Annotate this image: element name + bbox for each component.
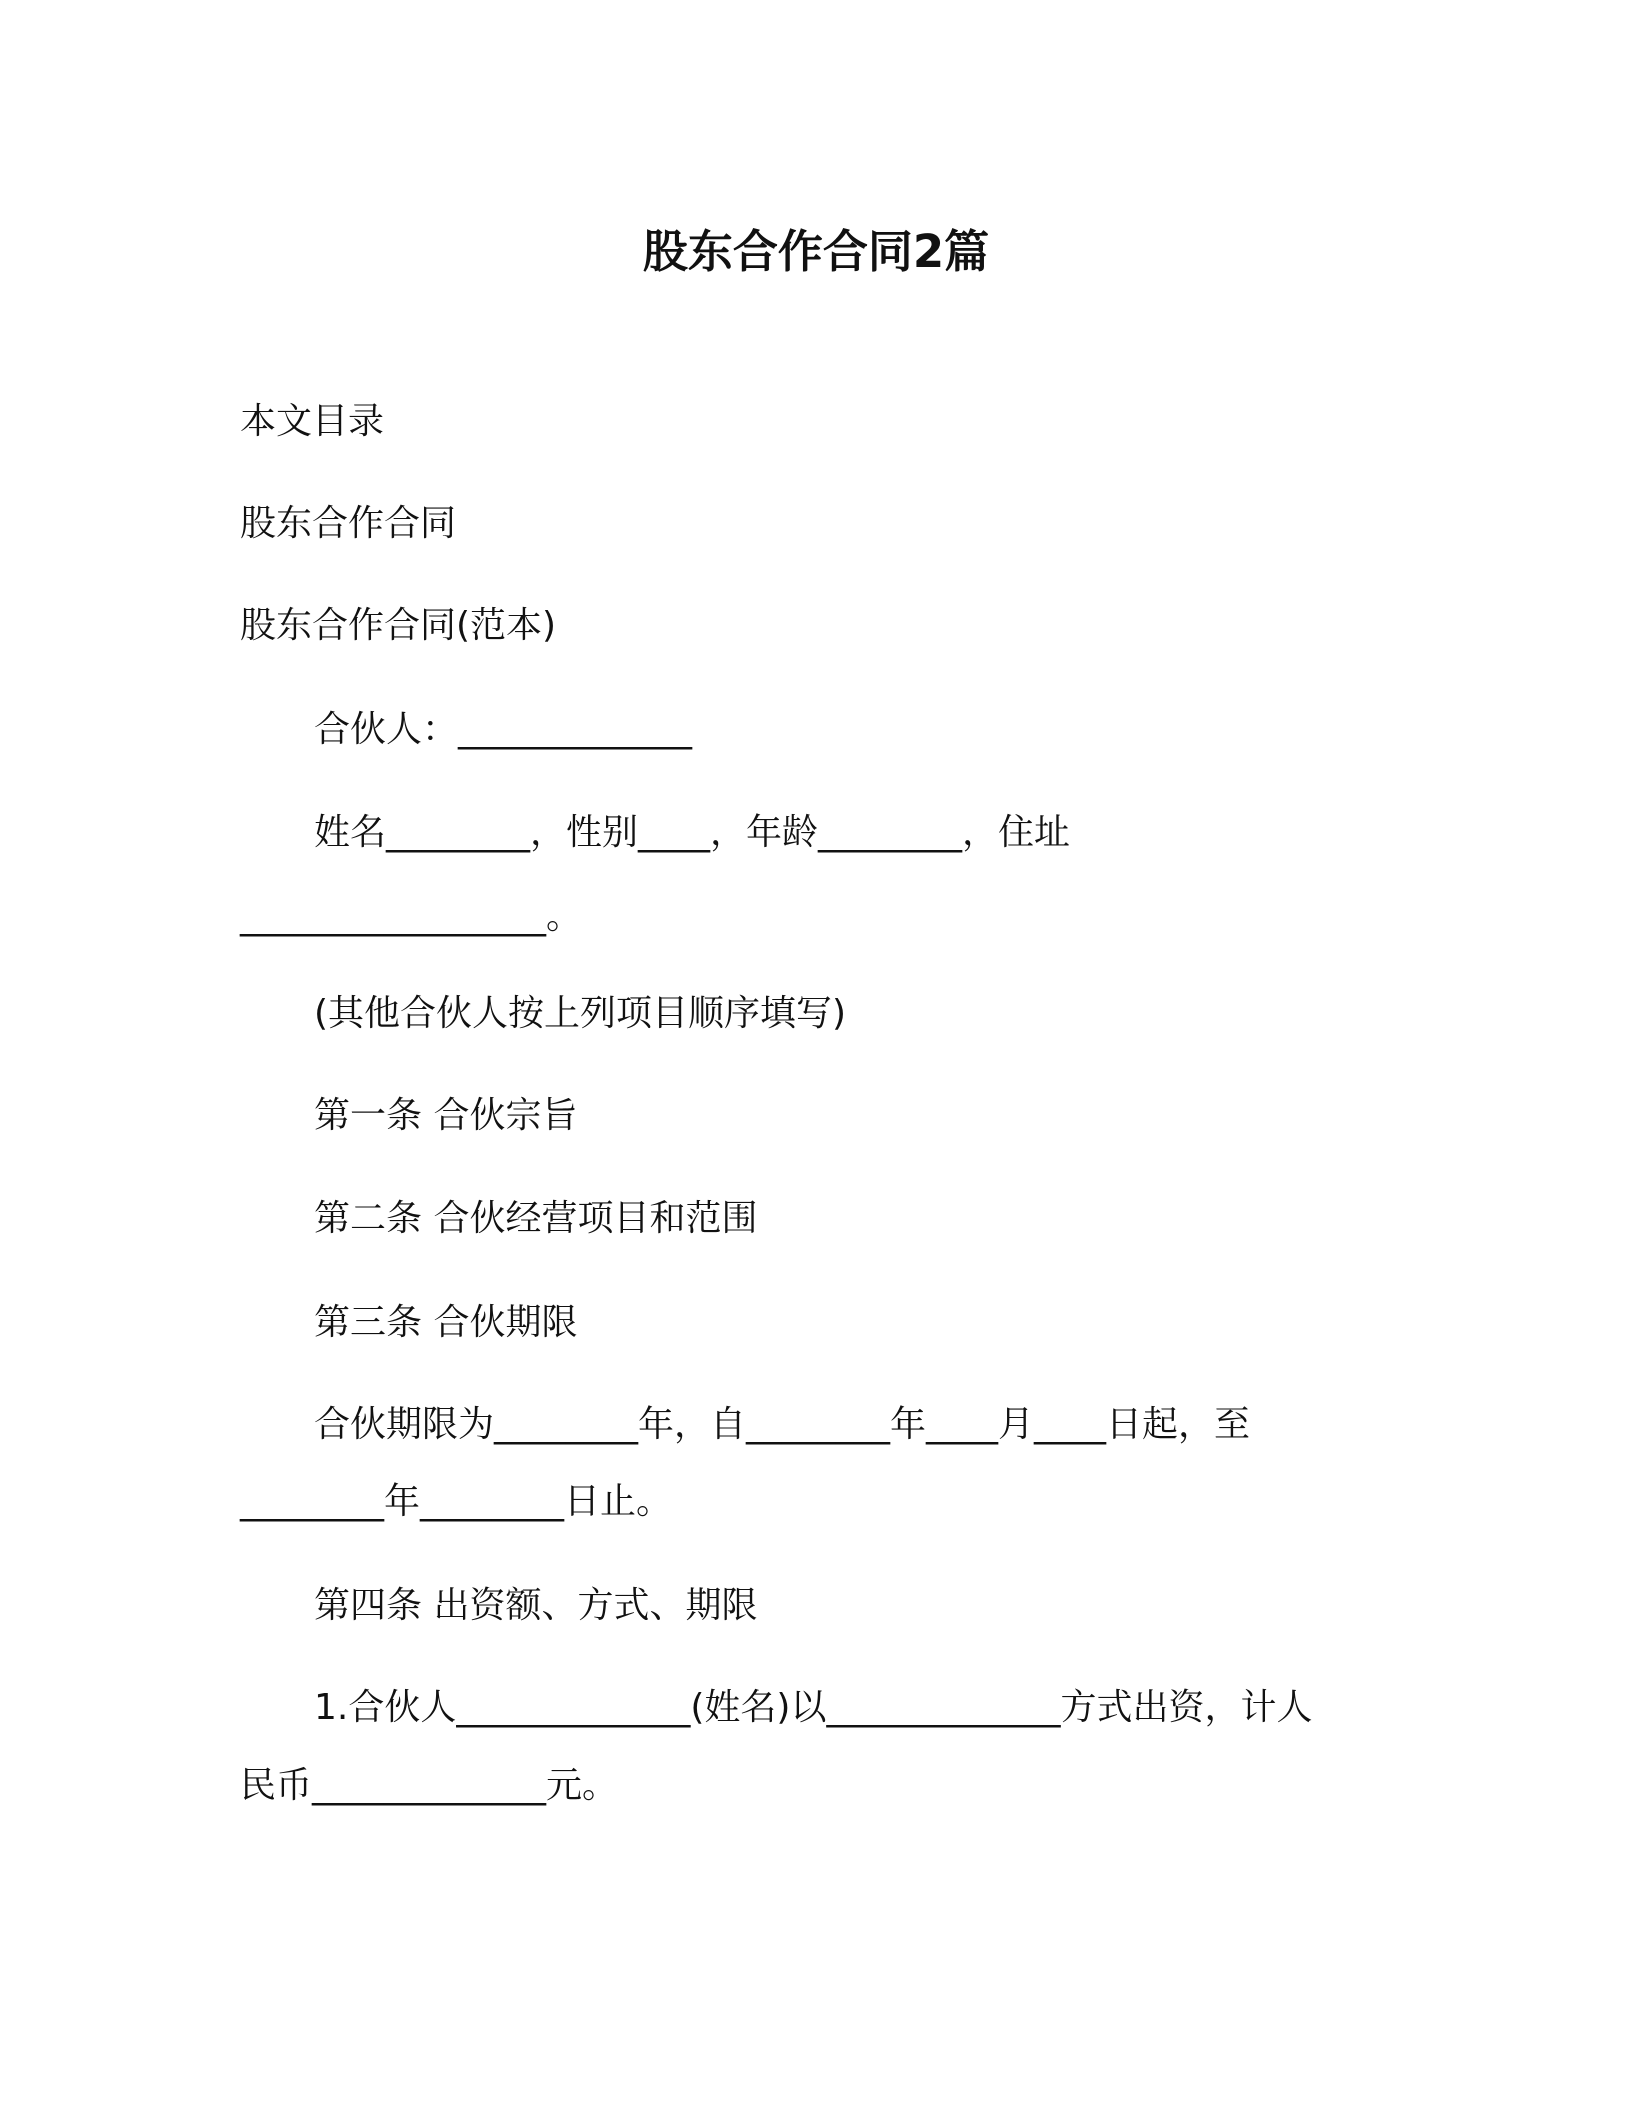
contribution-clause-line: 1.合伙人_____________(姓名)以_____________方式出资，计人 bbox=[314, 1687, 1313, 1728]
toc-item: 股东合作合同 bbox=[240, 503, 457, 544]
article-heading: 第三条 合伙期限 bbox=[314, 1302, 578, 1343]
term-clause-line: ________年________日止。 bbox=[240, 1481, 673, 1522]
contribution-clause-line: 民币_____________元。 bbox=[240, 1765, 619, 1806]
partner-info-line: _________________。 bbox=[240, 896, 582, 937]
article-heading: 第二条 合伙经营项目和范围 bbox=[314, 1198, 758, 1239]
contract-title: 股东合作合同(范本) bbox=[240, 605, 557, 646]
partner-info-line: 姓名________，性别____，年龄________，住址 bbox=[314, 812, 1071, 853]
article-heading: 第一条 合伙宗旨 bbox=[314, 1095, 578, 1136]
article-heading: 第四条 出资额、方式、期限 bbox=[314, 1585, 758, 1626]
partner-label: 合伙人：_____________ bbox=[314, 709, 693, 750]
term-clause-line: 合伙期限为________年，自________年____月____日起，至 bbox=[314, 1404, 1251, 1445]
toc-heading: 本文目录 bbox=[240, 401, 385, 442]
other-partners-note: (其他合伙人按上列项目顺序填写) bbox=[314, 993, 847, 1034]
document-title: 股东合作合同2篇 bbox=[642, 225, 990, 278]
